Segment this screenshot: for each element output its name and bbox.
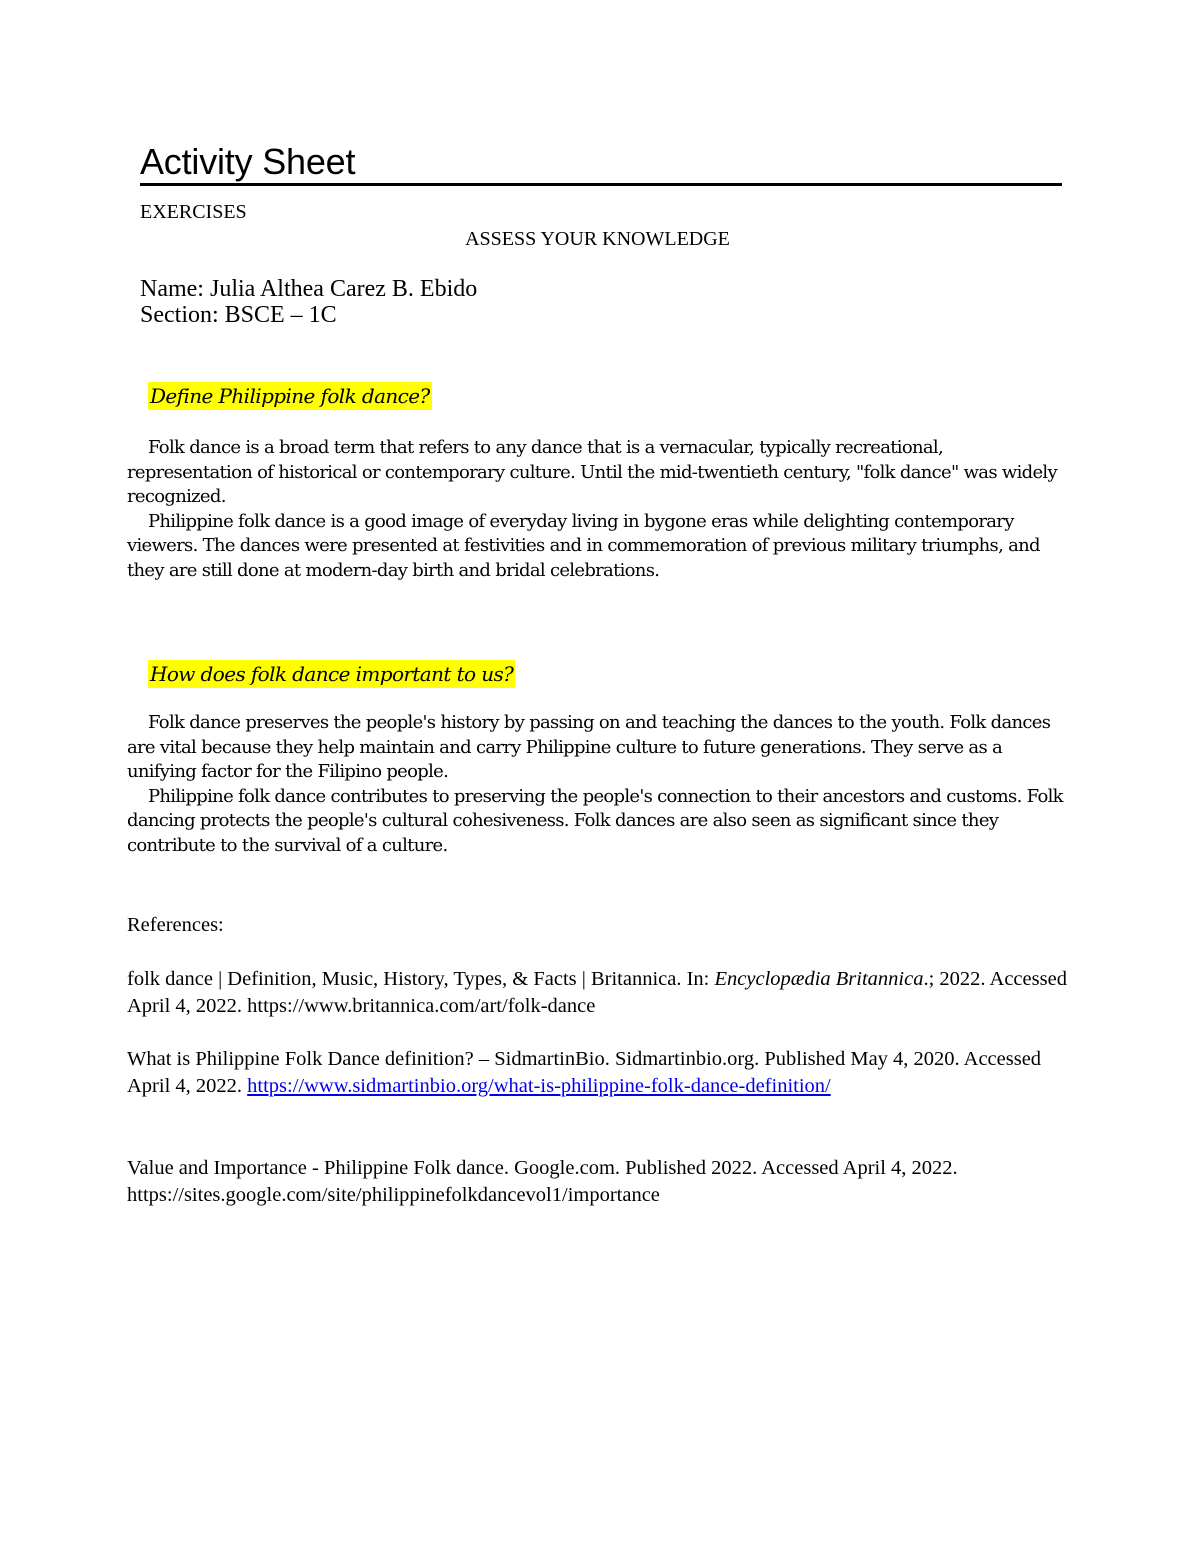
- section-subtitle: ASSESS YOUR KNOWLEDGE: [465, 228, 730, 250]
- answer-2: [127, 711, 1067, 858]
- reference-1-text-start: folk dance | Definition, Music, History, Types, & Facts | Britannica. In:: [127, 968, 715, 990]
- reference-1-text-end: .; 2022. Accessed April 4, 2022. https://www.britannica.com/art/folk-dance: [127, 968, 1067, 1017]
- reference-2: [127, 1046, 1072, 1100]
- references-heading: References:: [127, 914, 224, 936]
- answer-1-paragraph-1: Folk dance is a broad term that refers to any dance that is a vernacular, typically recreational, representation of historical or contemporary culture. Until the mid-twentieth century, "folk dance" was widely recognized.: [127, 437, 1057, 507]
- page-title: Activity Sheet: [140, 141, 356, 182]
- answer-1-paragraph-2: Philippine folk dance is a good image of everyday living in bygone eras while delighting contemporary viewers. The dances were presented at festivities and in commemoration of previous military triumphs, and they are still done at modern-day birth and bridal celebrations.: [127, 510, 1040, 581]
- exercises-label: EXERCISES: [140, 201, 247, 223]
- question-1-highlighted: Define Philippine folk dance?: [150, 384, 430, 408]
- reference-2-text: What is Philippine Folk Dance definition? – SidmartinBio. Sidmartinbio.org. Published May 4, 2020. Accessed April 4, 2022.: [127, 1048, 1042, 1097]
- title-underline-rule: [140, 183, 1062, 186]
- student-section: Section: BSCE – 1C: [140, 302, 337, 328]
- answer-2-paragraph-1: Folk dance preserves the people's history by passing on and teaching the dances to the youth. Folk dances are vital because they help maintain and carry Philippine culture to future generations. They serve as a unifying factor for the Filipino people.: [127, 712, 1051, 782]
- reference-3-text: Value and Importance - Philippine Folk dance. Google.com. Published 2022. Accessed April 4, 2022. https://sites.google.com/site/philippinefolkdancevol1/importance: [127, 1157, 958, 1206]
- answer-1: [127, 436, 1067, 583]
- question-2-highlighted: How does folk dance important to us?: [150, 662, 514, 686]
- reference-1: [127, 966, 1072, 1020]
- answer-2-paragraph-2: Philippine folk dance contributes to preserving the people's connection to their ancestors and customs. Folk dancing protects the people's cultural cohesiveness. Folk dances are also seen as significant since they contribute to the survival of a culture.: [127, 785, 1063, 856]
- student-name: Name: Julia Althea Carez B. Ebido: [140, 276, 478, 302]
- reference-3: [127, 1155, 1072, 1209]
- reference-2-link[interactable]: https://www.sidmartinbio.org/what-is-philippine-folk-dance-definition/: [247, 1075, 831, 1097]
- reference-1-italic-source: Encyclopædia Britannica: [714, 968, 924, 990]
